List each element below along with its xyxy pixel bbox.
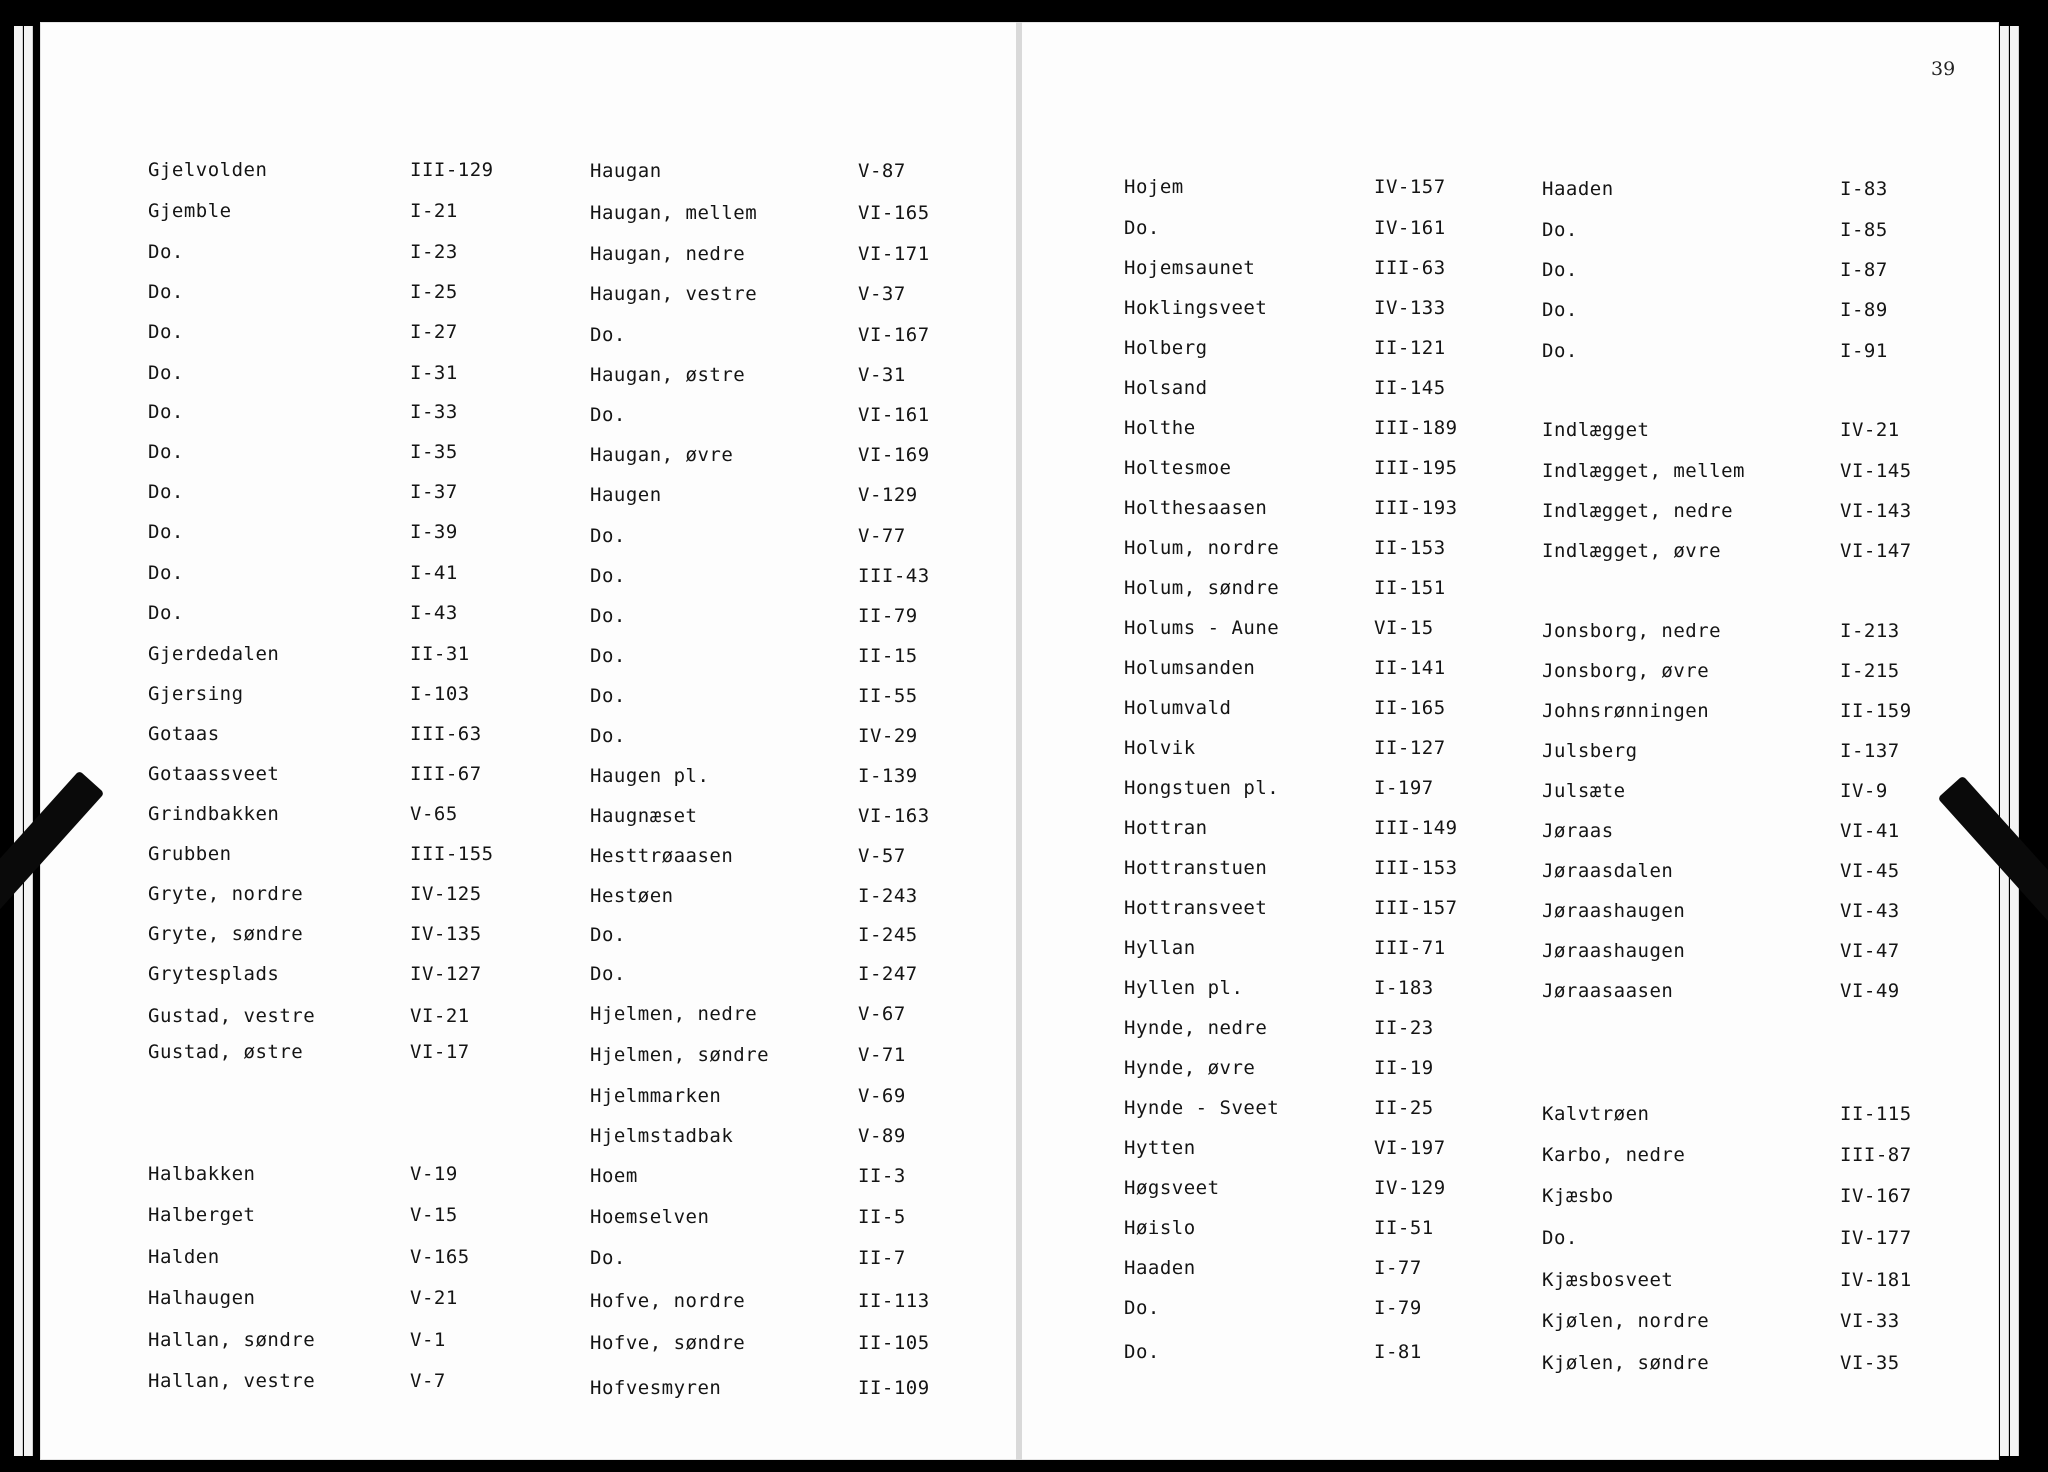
- volume-page-ref: III-149: [1374, 817, 1458, 839]
- place-name: Haugan, mellem: [590, 202, 758, 224]
- volume-page-ref: IV-9: [1840, 780, 1888, 802]
- volume-page-ref: III-67: [410, 763, 482, 785]
- volume-page-ref: I-137: [1840, 740, 1900, 762]
- place-name: Hojem: [1124, 176, 1184, 198]
- page-edge-left: [14, 26, 23, 1456]
- place-name: Do.: [590, 1247, 626, 1269]
- place-name: Holumvald: [1124, 697, 1232, 719]
- volume-page-ref: II-153: [1374, 537, 1446, 559]
- place-name: Do.: [590, 685, 626, 707]
- volume-page-ref: III-87: [1840, 1144, 1912, 1166]
- volume-page-ref: II-15: [858, 645, 918, 667]
- volume-page-ref: III-43: [858, 565, 930, 587]
- volume-page-ref: I-33: [410, 401, 458, 423]
- place-name: Gotaas: [148, 723, 220, 745]
- volume-page-ref: VI-17: [410, 1041, 470, 1063]
- place-name: Do.: [1542, 1227, 1578, 1249]
- volume-page-ref: I-81: [1374, 1341, 1422, 1363]
- volume-page-ref: VI-41: [1840, 820, 1900, 842]
- volume-page-ref: IV-135: [410, 923, 482, 945]
- volume-page-ref: II-19: [1374, 1057, 1434, 1079]
- place-name: Halberget: [148, 1204, 256, 1226]
- volume-page-ref: IV-21: [1840, 419, 1900, 441]
- place-name: Haugen pl.: [590, 765, 710, 787]
- volume-page-ref: II-121: [1374, 337, 1446, 359]
- place-name: Do.: [148, 321, 184, 343]
- page-number: 39: [1931, 58, 1956, 80]
- volume-page-ref: II-5: [858, 1206, 906, 1228]
- volume-page-ref: VI-43: [1840, 900, 1900, 922]
- volume-page-ref: II-115: [1840, 1103, 1912, 1125]
- volume-page-ref: I-79: [1374, 1297, 1422, 1319]
- place-name: Do.: [1542, 259, 1578, 281]
- place-name: Indlægget, mellem: [1542, 460, 1745, 482]
- place-name: Do.: [1124, 217, 1160, 239]
- volume-page-ref: I-247: [858, 963, 918, 985]
- place-name: Do.: [1542, 219, 1578, 241]
- volume-page-ref: II-79: [858, 605, 918, 627]
- place-name: Do.: [148, 441, 184, 463]
- volume-page-ref: III-63: [410, 723, 482, 745]
- place-name: Hottransveet: [1124, 897, 1268, 919]
- place-name: Grubben: [148, 843, 232, 865]
- place-name: Indlægget, nedre: [1542, 500, 1734, 522]
- volume-page-ref: I-25: [410, 281, 458, 303]
- volume-page-ref: II-145: [1374, 377, 1446, 399]
- place-name: Hestøen: [590, 885, 674, 907]
- volume-page-ref: I-91: [1840, 340, 1888, 362]
- volume-page-ref: I-23: [410, 241, 458, 263]
- place-name: Indlægget, øvre: [1542, 540, 1722, 562]
- place-name: Gryte, nordre: [148, 883, 304, 905]
- place-name: Hallan, vestre: [148, 1370, 316, 1392]
- place-name: Grytesplads: [148, 963, 280, 985]
- place-name: Holberg: [1124, 337, 1208, 359]
- volume-page-ref: VI-171: [858, 243, 930, 265]
- volume-page-ref: II-141: [1374, 657, 1446, 679]
- place-name: Jøraas: [1542, 820, 1614, 842]
- volume-page-ref: I-41: [410, 562, 458, 584]
- place-name: Do.: [148, 481, 184, 503]
- volume-page-ref: II-127: [1374, 737, 1446, 759]
- volume-page-ref: V-1: [410, 1329, 446, 1351]
- volume-page-ref: I-35: [410, 441, 458, 463]
- place-name: Hallan, søndre: [148, 1329, 316, 1351]
- volume-page-ref: I-21: [410, 200, 458, 222]
- place-name: Do.: [590, 924, 626, 946]
- volume-page-ref: V-71: [858, 1044, 906, 1066]
- volume-page-ref: I-213: [1840, 620, 1900, 642]
- place-name: Hofvesmyren: [590, 1377, 722, 1399]
- place-name: Hynde, øvre: [1124, 1057, 1256, 1079]
- place-name: Holum, søndre: [1124, 577, 1280, 599]
- place-name: Do.: [148, 521, 184, 543]
- volume-page-ref: I-37: [410, 481, 458, 503]
- place-name: Kjæsbo: [1542, 1185, 1614, 1207]
- place-name: Gustad, østre: [148, 1041, 304, 1063]
- volume-page-ref: IV-29: [858, 725, 918, 747]
- volume-page-ref: III-63: [1374, 257, 1446, 279]
- place-name: Høgsveet: [1124, 1177, 1220, 1199]
- volume-page-ref: VI-49: [1840, 980, 1900, 1002]
- place-name: Do.: [148, 602, 184, 624]
- place-name: Hottran: [1124, 817, 1208, 839]
- place-name: Hjelmmarken: [590, 1085, 722, 1107]
- volume-page-ref: II-7: [858, 1247, 906, 1269]
- volume-page-ref: V-57: [858, 845, 906, 867]
- volume-page-ref: III-155: [410, 843, 494, 865]
- volume-page-ref: I-103: [410, 683, 470, 705]
- volume-page-ref: III-71: [1374, 937, 1446, 959]
- place-name: Julsberg: [1542, 740, 1638, 762]
- place-name: Høislo: [1124, 1217, 1196, 1239]
- place-name: Jøraasaasen: [1542, 980, 1674, 1002]
- place-name: Kjæsbosveet: [1542, 1269, 1674, 1291]
- place-name: Hynde, nedre: [1124, 1017, 1268, 1039]
- volume-page-ref: I-183: [1374, 977, 1434, 999]
- volume-page-ref: I-77: [1374, 1257, 1422, 1279]
- volume-page-ref: VI-35: [1840, 1352, 1900, 1374]
- place-name: Hjelmen, nedre: [590, 1003, 758, 1025]
- place-name: Do.: [1542, 299, 1578, 321]
- place-name: Jonsborg, øvre: [1542, 660, 1710, 682]
- volume-page-ref: IV-177: [1840, 1227, 1912, 1249]
- volume-page-ref: II-3: [858, 1165, 906, 1187]
- place-name: Hofve, søndre: [590, 1332, 746, 1354]
- place-name: Hynde - Sveet: [1124, 1097, 1280, 1119]
- volume-page-ref: I-87: [1840, 259, 1888, 281]
- place-name: Halden: [148, 1246, 220, 1268]
- volume-page-ref: VI-147: [1840, 540, 1912, 562]
- volume-page-ref: II-55: [858, 685, 918, 707]
- place-name: Hoemselven: [590, 1206, 710, 1228]
- place-name: Holum, nordre: [1124, 537, 1280, 559]
- place-name: Hyllan: [1124, 937, 1196, 959]
- place-name: Holums - Aune: [1124, 617, 1280, 639]
- volume-page-ref: I-243: [858, 885, 918, 907]
- place-name: Hjelmstadbak: [590, 1125, 734, 1147]
- place-name: Gotaassveet: [148, 763, 280, 785]
- place-name: Haugnæset: [590, 805, 698, 827]
- volume-page-ref: V-67: [858, 1003, 906, 1025]
- volume-page-ref: I-83: [1840, 178, 1888, 200]
- place-name: Do.: [1124, 1341, 1160, 1363]
- volume-page-ref: III-189: [1374, 417, 1458, 439]
- volume-page-ref: III-193: [1374, 497, 1458, 519]
- volume-page-ref: I-215: [1840, 660, 1900, 682]
- place-name: Jøraasdalen: [1542, 860, 1674, 882]
- place-name: Jonsborg, nedre: [1542, 620, 1722, 642]
- place-name: Do.: [590, 324, 626, 346]
- volume-page-ref: III-153: [1374, 857, 1458, 879]
- place-name: Do.: [1542, 340, 1578, 362]
- volume-page-ref: VI-47: [1840, 940, 1900, 962]
- place-name: Do.: [590, 963, 626, 985]
- place-name: Hesttrøaasen: [590, 845, 734, 867]
- volume-page-ref: VI-145: [1840, 460, 1912, 482]
- place-name: Do.: [148, 241, 184, 263]
- place-name: Julsæte: [1542, 780, 1626, 802]
- volume-page-ref: I-39: [410, 521, 458, 543]
- place-name: Holvik: [1124, 737, 1196, 759]
- place-name: Do.: [590, 605, 626, 627]
- volume-page-ref: II-23: [1374, 1017, 1434, 1039]
- volume-page-ref: II-151: [1374, 577, 1446, 599]
- volume-page-ref: V-87: [858, 160, 906, 182]
- volume-page-ref: II-113: [858, 1290, 930, 1312]
- place-name: Do.: [148, 401, 184, 423]
- volume-page-ref: I-31: [410, 362, 458, 384]
- volume-page-ref: III-129: [410, 159, 494, 181]
- place-name: Hongstuen pl.: [1124, 777, 1280, 799]
- volume-page-ref: VI-169: [858, 444, 930, 466]
- place-name: Do.: [590, 565, 626, 587]
- volume-page-ref: V-65: [410, 803, 458, 825]
- place-name: Halbakken: [148, 1163, 256, 1185]
- place-name: Do.: [1124, 1297, 1160, 1319]
- place-name: Holsand: [1124, 377, 1208, 399]
- volume-page-ref: VI-161: [858, 404, 930, 426]
- place-name: Kalvtrøen: [1542, 1103, 1650, 1125]
- place-name: Gjersing: [148, 683, 244, 705]
- place-name: Gjemble: [148, 200, 232, 222]
- place-name: Haugen: [590, 484, 662, 506]
- volume-page-ref: II-159: [1840, 700, 1912, 722]
- volume-page-ref: V-77: [858, 525, 906, 547]
- page-edge-right: [2010, 26, 2019, 1456]
- volume-page-ref: V-7: [410, 1370, 446, 1392]
- volume-page-ref: V-89: [858, 1125, 906, 1147]
- volume-page-ref: II-165: [1374, 697, 1446, 719]
- place-name: Do.: [590, 645, 626, 667]
- place-name: Holumsanden: [1124, 657, 1256, 679]
- volume-page-ref: V-129: [858, 484, 918, 506]
- volume-page-ref: I-89: [1840, 299, 1888, 321]
- volume-page-ref: VI-163: [858, 805, 930, 827]
- place-name: Johnsrønningen: [1542, 700, 1710, 722]
- place-name: Do.: [148, 362, 184, 384]
- place-name: Holthe: [1124, 417, 1196, 439]
- volume-page-ref: IV-157: [1374, 176, 1446, 198]
- volume-page-ref: V-165: [410, 1246, 470, 1268]
- place-name: Holthesaasen: [1124, 497, 1268, 519]
- volume-page-ref: VI-33: [1840, 1310, 1900, 1332]
- volume-page-ref: IV-167: [1840, 1185, 1912, 1207]
- place-name: Hjelmen, søndre: [590, 1044, 770, 1066]
- volume-page-ref: I-85: [1840, 219, 1888, 241]
- volume-page-ref: V-19: [410, 1163, 458, 1185]
- volume-page-ref: II-105: [858, 1332, 930, 1354]
- volume-page-ref: VI-143: [1840, 500, 1912, 522]
- place-name: Gryte, søndre: [148, 923, 304, 945]
- place-name: Kjølen, søndre: [1542, 1352, 1710, 1374]
- place-name: Gjerdedalen: [148, 643, 280, 665]
- place-name: Do.: [148, 562, 184, 584]
- place-name: Kjølen, nordre: [1542, 1310, 1710, 1332]
- place-name: Holtesmoe: [1124, 457, 1232, 479]
- volume-page-ref: VI-167: [858, 324, 930, 346]
- place-name: Gustad, vestre: [148, 1005, 316, 1027]
- page-edge-right: [2000, 26, 2009, 1456]
- place-name: Haugan, østre: [590, 364, 746, 386]
- volume-page-ref: I-197: [1374, 777, 1434, 799]
- volume-page-ref: V-15: [410, 1204, 458, 1226]
- place-name: Do.: [590, 725, 626, 747]
- place-name: Hottranstuen: [1124, 857, 1268, 879]
- volume-page-ref: VI-15: [1374, 617, 1434, 639]
- volume-page-ref: III-157: [1374, 897, 1458, 919]
- volume-page-ref: VI-197: [1374, 1137, 1446, 1159]
- place-name: Haaden: [1124, 1257, 1196, 1279]
- volume-page-ref: II-109: [858, 1377, 930, 1399]
- volume-page-ref: IV-133: [1374, 297, 1446, 319]
- volume-page-ref: V-31: [858, 364, 906, 386]
- volume-page-ref: II-31: [410, 643, 470, 665]
- place-name: Grindbakken: [148, 803, 280, 825]
- volume-page-ref: V-69: [858, 1085, 906, 1107]
- volume-page-ref: IV-125: [410, 883, 482, 905]
- place-name: Haaden: [1542, 178, 1614, 200]
- place-name: Haugan, nedre: [590, 243, 746, 265]
- volume-page-ref: I-27: [410, 321, 458, 343]
- place-name: Haugan, vestre: [590, 283, 758, 305]
- volume-page-ref: II-51: [1374, 1217, 1434, 1239]
- place-name: Haugan, øvre: [590, 444, 734, 466]
- place-name: Hoem: [590, 1165, 638, 1187]
- place-name: Karbo, nedre: [1542, 1144, 1686, 1166]
- place-name: Do.: [590, 525, 626, 547]
- place-name: Gjelvolden: [148, 159, 268, 181]
- volume-page-ref: VI-21: [410, 1005, 470, 1027]
- volume-page-ref: IV-161: [1374, 217, 1446, 239]
- place-name: Hojemsaunet: [1124, 257, 1256, 279]
- volume-page-ref: IV-181: [1840, 1269, 1912, 1291]
- place-name: Jøraashaugen: [1542, 900, 1686, 922]
- place-name: Hytten: [1124, 1137, 1196, 1159]
- volume-page-ref: IV-127: [410, 963, 482, 985]
- place-name: Do.: [590, 404, 626, 426]
- place-name: Hoklingsveet: [1124, 297, 1268, 319]
- volume-page-ref: III-195: [1374, 457, 1458, 479]
- place-name: Hyllen pl.: [1124, 977, 1244, 999]
- book-gutter: [1016, 22, 1022, 1460]
- place-name: Do.: [148, 281, 184, 303]
- volume-page-ref: II-25: [1374, 1097, 1434, 1119]
- place-name: Hofve, nordre: [590, 1290, 746, 1312]
- volume-page-ref: V-21: [410, 1287, 458, 1309]
- volume-page-ref: VI-165: [858, 202, 930, 224]
- volume-page-ref: IV-129: [1374, 1177, 1446, 1199]
- place-name: Haugan: [590, 160, 662, 182]
- volume-page-ref: V-37: [858, 283, 906, 305]
- volume-page-ref: I-245: [858, 924, 918, 946]
- page-edge-left: [24, 26, 33, 1456]
- place-name: Jøraashaugen: [1542, 940, 1686, 962]
- place-name: Halhaugen: [148, 1287, 256, 1309]
- volume-page-ref: VI-45: [1840, 860, 1900, 882]
- volume-page-ref: I-139: [858, 765, 918, 787]
- volume-page-ref: I-43: [410, 602, 458, 624]
- place-name: Indlægget: [1542, 419, 1650, 441]
